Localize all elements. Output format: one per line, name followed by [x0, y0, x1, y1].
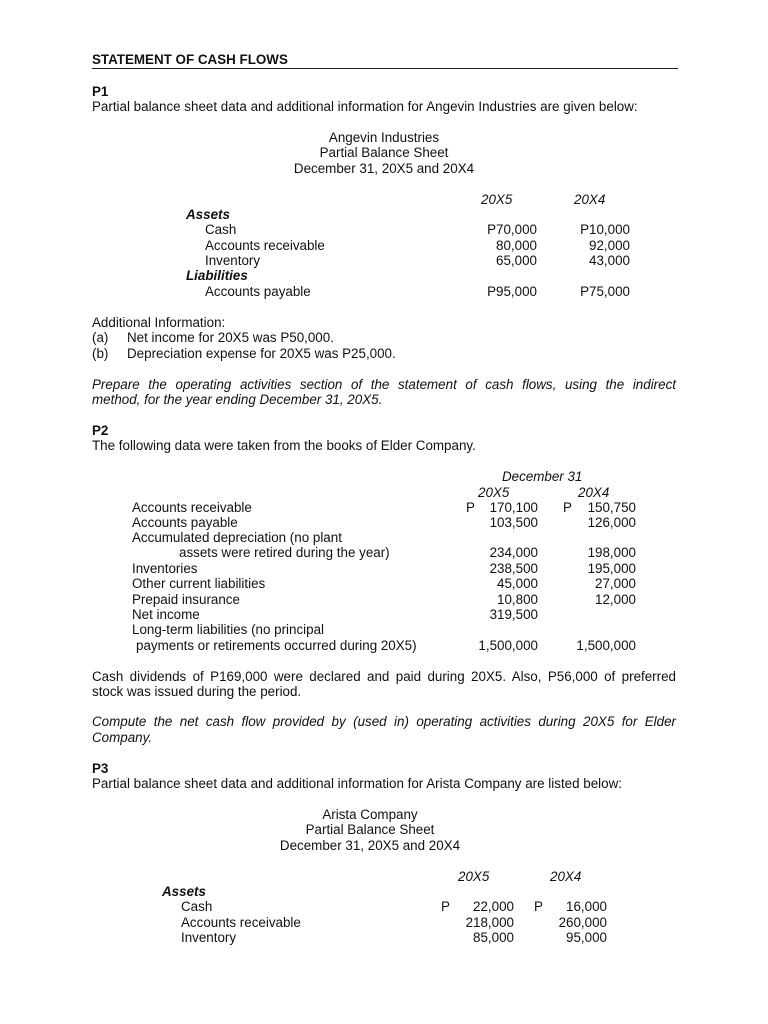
p3-row-value-20x5: 218,000 — [465, 915, 514, 930]
p2-label: P2 — [92, 423, 109, 438]
p1-row-label: Accounts receivable — [205, 238, 325, 253]
p2-row-value-20x4: 1,500,000 — [576, 638, 636, 653]
p3-row-label: Cash — [181, 899, 213, 914]
p2-row-label: Accumulated depreciation (no plant — [132, 530, 342, 545]
p2-row-label: Net income — [132, 607, 200, 622]
p2-row-value-20x5: 103,500 — [489, 515, 538, 530]
p1-addl-text: Depreciation expense for 20X5 was P25,000. — [127, 346, 396, 361]
p2-row-label: Long-term liabilities (no principal — [132, 622, 325, 637]
p1-sheet-date: December 31, 20X5 and 20X4 — [293, 161, 475, 176]
p3-row-value-20x4: 16,000 — [566, 899, 607, 914]
p1-row-value-20x5: P70,000 — [487, 222, 537, 237]
p2-row-value-20x5: 10,800 — [497, 592, 538, 607]
p2-col-20x4: 20X4 — [578, 485, 610, 500]
p1-row-value-20x4: P75,000 — [580, 284, 630, 299]
p2-peso-sign-20x5: P — [466, 500, 475, 515]
page-heading: STATEMENT OF CASH FLOWS — [92, 52, 288, 67]
p2-row-value-20x5: 45,000 — [497, 576, 538, 591]
p3-row-value-20x4: 95,000 — [566, 930, 607, 945]
p1-row-value-20x5: 80,000 — [496, 238, 537, 253]
p1-row-value-20x4: 92,000 — [589, 238, 630, 253]
p1-row-label: Inventory — [205, 253, 261, 268]
p1-sheet-title: Partial Balance Sheet — [319, 145, 449, 160]
p1-col-20x4: 20X4 — [574, 192, 606, 207]
p3-row-label: Inventory — [181, 930, 237, 945]
p1-instruction-line: Prepare the operating activities section of the statement of cash flows, using the indirect — [92, 377, 676, 392]
p1-row-label: Cash — [205, 222, 237, 237]
p2-row-value-20x5: 238,500 — [489, 561, 538, 576]
p2-note-line: stock was issued during the period. — [92, 684, 302, 699]
p2-peso-sign-20x4: P — [563, 500, 572, 515]
p1-company-name: Angevin Industries — [328, 130, 440, 145]
p2-row-label: Inventories — [132, 561, 198, 576]
p2-row-value-20x4: 198,000 — [587, 545, 636, 560]
p2-row-label: assets were retired during the year) — [179, 545, 390, 560]
p3-intro: Partial balance sheet data and additional information for Arista Company are listed below: — [92, 776, 622, 791]
p2-row-value-20x4: 27,000 — [595, 576, 636, 591]
p2-row-value-20x4: 150,750 — [587, 500, 636, 515]
p2-row-value-20x5: 1,500,000 — [478, 638, 538, 653]
p1-col-20x5: 20X5 — [481, 192, 513, 207]
p2-note-line: Cash dividends of P169,000 were declared and paid during 20X5. Also, P56,000 of preferred — [92, 669, 676, 684]
p1-label: P1 — [92, 84, 109, 99]
p1-addl-mark: (a) — [92, 330, 109, 345]
p3-row-value-20x4: 260,000 — [558, 915, 607, 930]
p3-label: P3 — [92, 761, 109, 776]
p3-sheet-date: December 31, 20X5 and 20X4 — [279, 838, 461, 853]
p1-row-value-20x5: P95,000 — [487, 284, 537, 299]
p1-liabilities-heading: Liabilities — [186, 268, 248, 283]
p2-row-value-20x5: 170,100 — [489, 500, 538, 515]
p3-company-name: Arista Company — [322, 807, 418, 822]
p3-peso-sign-20x4: P — [534, 899, 543, 914]
p2-row-label: payments or retirements occurred during 20X5) — [136, 638, 417, 653]
p1-addl-text: Net income for 20X5 was P50,000. — [127, 330, 334, 345]
p1-row-label: Accounts payable — [205, 284, 311, 299]
p1-assets-heading: Assets — [186, 207, 230, 222]
p3-row-value-20x5: 85,000 — [473, 930, 514, 945]
p2-row-value-20x5: 319,500 — [489, 607, 538, 622]
p1-row-value-20x4: P10,000 — [580, 222, 630, 237]
p3-row-value-20x5: 22,000 — [473, 899, 514, 914]
p1-row-value-20x4: 43,000 — [589, 253, 630, 268]
p3-assets-heading: Assets — [162, 884, 206, 899]
p2-intro: The following data were taken from the books of Elder Company. — [92, 438, 476, 453]
p2-row-label: Prepaid insurance — [132, 592, 240, 607]
p2-row-value-20x4: 195,000 — [587, 561, 636, 576]
p3-col-20x4: 20X4 — [550, 869, 582, 884]
p3-sheet-title: Partial Balance Sheet — [305, 822, 435, 837]
heading-rule — [92, 68, 678, 69]
p1-additional-info-title: Additional Information: — [92, 315, 226, 330]
p2-header-date: December 31 — [502, 469, 583, 484]
p2-col-20x5: 20X5 — [478, 485, 510, 500]
p3-peso-sign-20x5: P — [441, 899, 450, 914]
p2-row-label: Other current liabilities — [132, 576, 266, 591]
p1-row-value-20x5: 65,000 — [496, 253, 537, 268]
p1-instruction-line: method, for the year ending December 31, 20X5. — [92, 392, 383, 407]
p3-row-label: Accounts receivable — [181, 915, 301, 930]
p2-row-value-20x4: 126,000 — [587, 515, 636, 530]
p1-addl-mark: (b) — [92, 346, 109, 361]
p2-instruction-line: Company. — [92, 730, 153, 745]
p2-row-value-20x5: 234,000 — [489, 545, 538, 560]
p2-row-label: Accounts receivable — [132, 500, 252, 515]
p1-intro: Partial balance sheet data and additional information for Angevin Industries are given below: — [92, 99, 638, 114]
p3-col-20x5: 20X5 — [458, 869, 490, 884]
p2-row-label: Accounts payable — [132, 515, 238, 530]
p2-instruction-line: Compute the net cash flow provided by (used in) operating activities during 20X5 for Elder — [92, 714, 676, 729]
p2-row-value-20x4: 12,000 — [595, 592, 636, 607]
